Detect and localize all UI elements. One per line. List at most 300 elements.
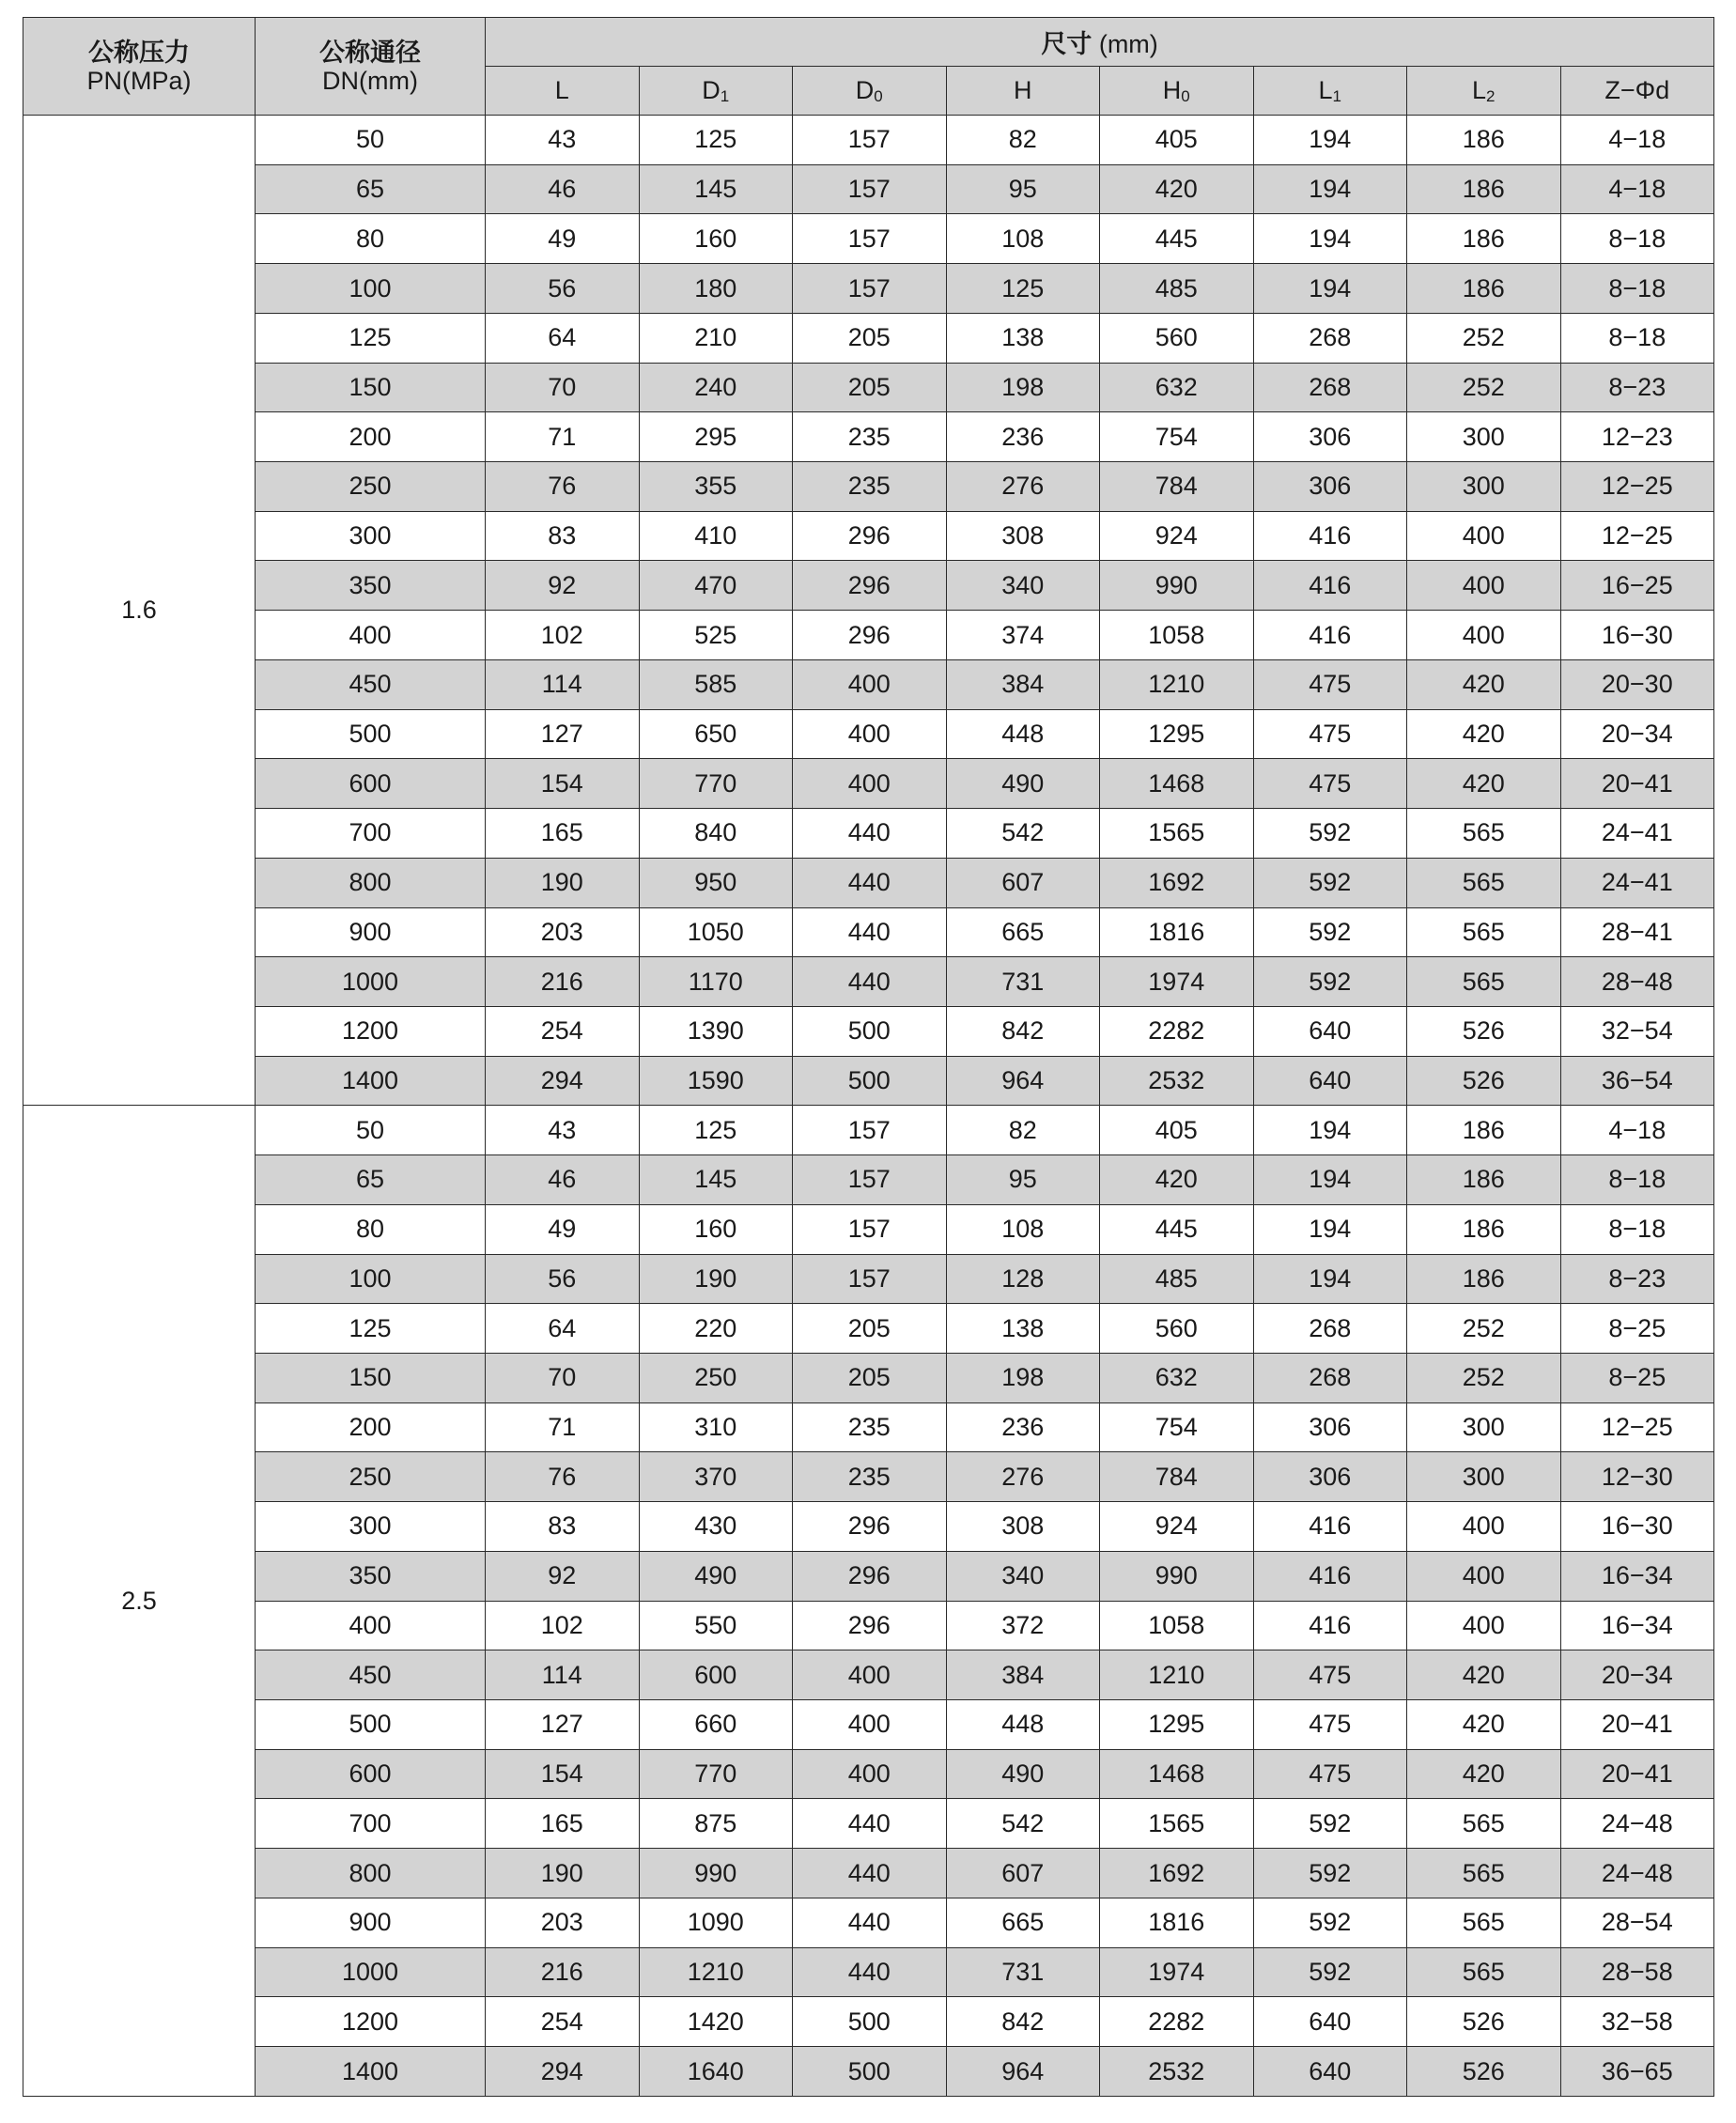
dim-label: 尺寸	[1041, 30, 1093, 58]
column-header	[1407, 67, 1561, 116]
dim-unit: (mm)	[1098, 30, 1158, 58]
table-row	[23, 1204, 1714, 1254]
dimension-cell: 186	[1407, 1106, 1561, 1155]
column-header	[486, 67, 640, 116]
diameter-cell: 1400	[256, 2047, 486, 2097]
diameter-cell: 100	[256, 1254, 486, 1304]
dimension-cell: 665	[946, 907, 1100, 957]
dimension-cell: 235	[793, 1402, 947, 1452]
dimension-cell: 20−41	[1560, 1700, 1714, 1750]
table-row	[23, 116, 1714, 165]
dimension-cell: 71	[486, 1402, 640, 1452]
dimension-cell: 1468	[1100, 759, 1254, 809]
dimension-cell: 203	[486, 1898, 640, 1947]
dimension-cell: 592	[1253, 1799, 1407, 1849]
dimension-cell: 276	[946, 462, 1100, 512]
dimension-cell: 194	[1253, 1155, 1407, 1205]
diameter-cell: 700	[256, 809, 486, 859]
table-row	[23, 164, 1714, 214]
dimension-cell: 138	[946, 1304, 1100, 1354]
diameter-cell: 400	[256, 611, 486, 660]
column-header	[1253, 67, 1407, 116]
dimension-cell: 20−30	[1560, 659, 1714, 709]
diameter-cell: 500	[256, 1700, 486, 1750]
dimension-cell: 308	[946, 511, 1100, 561]
dimension-cell: 154	[486, 1749, 640, 1799]
column-header	[1100, 67, 1254, 116]
dimension-cell: 16−34	[1560, 1551, 1714, 1601]
diameter-cell: 450	[256, 659, 486, 709]
table-row	[23, 412, 1714, 462]
dimension-cell: 1058	[1100, 611, 1254, 660]
dimension-cell: 485	[1100, 1254, 1254, 1304]
table-row	[23, 1006, 1714, 1056]
dimension-cell: 1090	[639, 1898, 793, 1947]
dimension-cell: 194	[1253, 1106, 1407, 1155]
dimension-cell: 470	[639, 561, 793, 611]
dimension-cell: 16−25	[1560, 561, 1714, 611]
dimension-cell: 754	[1100, 412, 1254, 462]
dimension-cell: 300	[1407, 462, 1561, 512]
dimension-cell: 410	[639, 511, 793, 561]
dimension-cell: 875	[639, 1799, 793, 1849]
diameter-cell: 65	[256, 164, 486, 214]
dimension-cell: 440	[793, 858, 947, 907]
dimension-cell: 296	[793, 1502, 947, 1552]
dimension-cell: 20−41	[1560, 1749, 1714, 1799]
dimension-cell: 186	[1407, 1254, 1561, 1304]
dimension-cell: 157	[793, 1106, 947, 1155]
table-row	[23, 1551, 1714, 1601]
dimension-cell: 405	[1100, 1106, 1254, 1155]
dimension-cell: 607	[946, 1849, 1100, 1898]
dimension-cell: 20−34	[1560, 1650, 1714, 1700]
dimension-cell: 8−25	[1560, 1304, 1714, 1354]
table-row	[23, 858, 1714, 907]
dimension-cell: 28−41	[1560, 907, 1714, 957]
dimension-cell: 475	[1253, 1650, 1407, 1700]
dimension-cell: 268	[1253, 1304, 1407, 1354]
dimension-cell: 1058	[1100, 1601, 1254, 1650]
dimension-cell: 186	[1407, 1204, 1561, 1254]
dimension-cell: 12−25	[1560, 462, 1714, 512]
column-header	[1560, 67, 1714, 116]
dimension-cell: 306	[1253, 462, 1407, 512]
dimension-cell: 400	[793, 1700, 947, 1750]
dimension-cell: 400	[1407, 561, 1561, 611]
table-body	[23, 116, 1714, 2097]
dimension-cell: 56	[486, 264, 640, 314]
dimension-cell: 138	[946, 313, 1100, 363]
dimension-cell: 32−58	[1560, 1997, 1714, 2047]
dimension-cell: 990	[1100, 561, 1254, 611]
dimension-cell: 500	[793, 1997, 947, 2047]
dimension-cell: 76	[486, 1452, 640, 1502]
dimension-cell: 8−18	[1560, 1155, 1714, 1205]
dimension-cell: 268	[1253, 363, 1407, 412]
dimension-cell: 440	[793, 1898, 947, 1947]
dimension-cell: 127	[486, 709, 640, 759]
dimension-cell: 372	[946, 1601, 1100, 1650]
table-row	[23, 759, 1714, 809]
dimension-cell: 1974	[1100, 957, 1254, 1007]
dimension-cell: 310	[639, 1402, 793, 1452]
dimension-cell: 420	[1407, 1749, 1561, 1799]
pn-label: 公称压力	[88, 38, 190, 67]
dimension-cell: 400	[793, 1650, 947, 1700]
column-header-base: L	[554, 76, 569, 104]
dimension-cell: 127	[486, 1700, 640, 1750]
table-row	[23, 659, 1714, 709]
dimension-cell: 924	[1100, 511, 1254, 561]
dimension-cell: 1590	[639, 1056, 793, 1106]
dimension-cell: 108	[946, 1204, 1100, 1254]
dimension-cell: 205	[793, 1353, 947, 1402]
dimension-cell: 950	[639, 858, 793, 907]
diameter-cell: 1200	[256, 1997, 486, 2047]
table-row	[23, 1947, 1714, 1997]
diameter-cell: 900	[256, 907, 486, 957]
dimension-cell: 542	[946, 809, 1100, 859]
table-row	[23, 1601, 1714, 1650]
dimension-cell: 64	[486, 313, 640, 363]
dimension-cell: 990	[1100, 1551, 1254, 1601]
diameter-cell: 400	[256, 1601, 486, 1650]
dimension-cell: 632	[1100, 1353, 1254, 1402]
diameter-cell: 500	[256, 709, 486, 759]
dimension-cell: 83	[486, 1502, 640, 1552]
dimension-cell: 254	[486, 1997, 640, 2047]
dimension-cell: 95	[946, 164, 1100, 214]
diameter-cell: 200	[256, 412, 486, 462]
table-row	[23, 264, 1714, 314]
dimension-cell: 236	[946, 1402, 1100, 1452]
dimension-cell: 203	[486, 907, 640, 957]
dimension-cell: 8−18	[1560, 264, 1714, 314]
dimension-cell: 1692	[1100, 858, 1254, 907]
diameter-cell: 100	[256, 264, 486, 314]
dimension-cell: 475	[1253, 1749, 1407, 1799]
dimension-cell: 296	[793, 611, 947, 660]
dimension-cell: 400	[1407, 1551, 1561, 1601]
dimension-cell: 252	[1407, 1304, 1561, 1354]
dimension-cell: 28−58	[1560, 1947, 1714, 1997]
dimension-cell: 296	[793, 1601, 947, 1650]
dimension-cell: 592	[1253, 1947, 1407, 1997]
dimension-cell: 235	[793, 462, 947, 512]
dimension-cell: 842	[946, 1997, 1100, 2047]
table-row	[23, 313, 1714, 363]
dimension-cell: 440	[793, 1849, 947, 1898]
dimension-cell: 592	[1253, 809, 1407, 859]
dimension-cell: 306	[1253, 1402, 1407, 1452]
dimension-cell: 416	[1253, 511, 1407, 561]
dimension-cell: 308	[946, 1502, 1100, 1552]
diameter-cell: 50	[256, 1106, 486, 1155]
dimension-cell: 384	[946, 659, 1100, 709]
table-row	[23, 1452, 1714, 1502]
table-row	[23, 1254, 1714, 1304]
column-header-base: L	[1318, 75, 1333, 104]
diameter-cell: 900	[256, 1898, 486, 1947]
dimension-cell: 157	[793, 116, 947, 165]
dimension-cell: 194	[1253, 116, 1407, 165]
dimension-cell: 1295	[1100, 1700, 1254, 1750]
dimension-table	[23, 17, 1714, 2097]
dimension-cell: 12−23	[1560, 412, 1714, 462]
dimension-cell: 235	[793, 1452, 947, 1502]
dimension-cell: 294	[486, 2047, 640, 2097]
table-row	[23, 1898, 1714, 1947]
dimension-cell: 157	[793, 1254, 947, 1304]
column-header-base: H	[1162, 75, 1182, 104]
column-header-base: Z−Φd	[1604, 76, 1670, 104]
header-dimensions	[486, 18, 1714, 67]
dimension-cell: 1390	[639, 1006, 793, 1056]
dimension-cell: 125	[946, 264, 1100, 314]
dimension-cell: 1420	[639, 1997, 793, 2047]
dimension-cell: 190	[486, 1849, 640, 1898]
table-row	[23, 1353, 1714, 1402]
dimension-cell: 49	[486, 1204, 640, 1254]
dimension-cell: 157	[793, 214, 947, 264]
dimension-cell: 32−54	[1560, 1006, 1714, 1056]
table-row	[23, 1650, 1714, 1700]
dimension-cell: 76	[486, 462, 640, 512]
header-nominal-diameter	[256, 18, 486, 116]
dimension-cell: 82	[946, 1106, 1100, 1155]
dimension-cell: 300	[1407, 412, 1561, 462]
dimension-cell: 82	[946, 116, 1100, 165]
dimension-cell: 754	[1100, 1402, 1254, 1452]
dimension-cell: 665	[946, 1898, 1100, 1947]
table-row	[23, 214, 1714, 264]
column-header	[946, 67, 1100, 116]
dimension-cell: 964	[946, 1056, 1100, 1106]
dimension-cell: 24−48	[1560, 1849, 1714, 1898]
dimension-cell: 585	[639, 659, 793, 709]
dimension-cell: 440	[793, 1799, 947, 1849]
table-row	[23, 907, 1714, 957]
dimension-cell: 145	[639, 164, 793, 214]
dimension-cell: 475	[1253, 709, 1407, 759]
diameter-cell: 350	[256, 561, 486, 611]
dimension-cell: 565	[1407, 809, 1561, 859]
dimension-cell: 840	[639, 809, 793, 859]
dimension-cell: 49	[486, 214, 640, 264]
column-header-base: D	[855, 75, 875, 104]
dimension-cell: 565	[1407, 858, 1561, 907]
dimension-cell: 1210	[639, 1947, 793, 1997]
diameter-cell: 700	[256, 1799, 486, 1849]
dimension-cell: 490	[946, 759, 1100, 809]
dimension-cell: 28−54	[1560, 1898, 1714, 1947]
dimension-cell: 254	[486, 1006, 640, 1056]
dimension-cell: 125	[639, 116, 793, 165]
dimension-cell: 526	[1407, 1006, 1561, 1056]
column-header-base: L	[1472, 75, 1487, 104]
dimension-cell: 8−18	[1560, 214, 1714, 264]
dimension-cell: 12−30	[1560, 1452, 1714, 1502]
diameter-cell: 250	[256, 1452, 486, 1502]
dimension-cell: 416	[1253, 561, 1407, 611]
table-row	[23, 511, 1714, 561]
column-header-subscript: 0	[874, 86, 883, 105]
dimension-cell: 220	[639, 1304, 793, 1354]
dimension-cell: 235	[793, 412, 947, 462]
diameter-cell: 80	[256, 214, 486, 264]
dimension-cell: 194	[1253, 214, 1407, 264]
dimension-cell: 400	[793, 709, 947, 759]
dimension-cell: 64	[486, 1304, 640, 1354]
table-row	[23, 1056, 1714, 1106]
dimension-cell: 420	[1407, 1650, 1561, 1700]
diameter-cell: 600	[256, 1749, 486, 1799]
column-header-subscript: 0	[1181, 86, 1190, 105]
dimension-cell: 440	[793, 907, 947, 957]
table-row	[23, 1749, 1714, 1799]
dimension-cell: 157	[793, 264, 947, 314]
dimension-cell: 1565	[1100, 1799, 1254, 1849]
dimension-cell: 416	[1253, 1502, 1407, 1552]
dimension-cell: 210	[639, 313, 793, 363]
table-row	[23, 1997, 1714, 2047]
dimension-cell: 70	[486, 1353, 640, 1402]
dimension-cell: 526	[1407, 1997, 1561, 2047]
dimension-cell: 276	[946, 1452, 1100, 1502]
dimension-cell: 194	[1253, 164, 1407, 214]
dimension-cell: 190	[486, 858, 640, 907]
dimension-cell: 1468	[1100, 1749, 1254, 1799]
dimension-cell: 296	[793, 561, 947, 611]
dimension-cell: 114	[486, 1650, 640, 1700]
dimension-cell: 660	[639, 1700, 793, 1750]
diameter-cell: 350	[256, 1551, 486, 1601]
dimension-cell: 306	[1253, 412, 1407, 462]
diameter-cell: 200	[256, 1402, 486, 1452]
dimension-cell: 20−34	[1560, 709, 1714, 759]
dimension-cell: 216	[486, 957, 640, 1007]
diameter-cell: 1000	[256, 957, 486, 1007]
dimension-cell: 490	[639, 1551, 793, 1601]
dimension-cell: 374	[946, 611, 1100, 660]
dimension-cell: 295	[639, 412, 793, 462]
diameter-cell: 125	[256, 313, 486, 363]
dimension-cell: 400	[793, 1749, 947, 1799]
dimension-cell: 294	[486, 1056, 640, 1106]
dn-unit: DN(mm)	[322, 66, 418, 95]
dimension-cell: 186	[1407, 116, 1561, 165]
diameter-cell: 1000	[256, 1947, 486, 1997]
dimension-cell: 43	[486, 1106, 640, 1155]
dimension-cell: 340	[946, 561, 1100, 611]
dimension-cell: 16−34	[1560, 1601, 1714, 1650]
dimension-cell: 190	[639, 1254, 793, 1304]
dimension-cell: 306	[1253, 1452, 1407, 1502]
dimension-cell: 640	[1253, 1056, 1407, 1106]
dimension-cell: 1210	[1100, 659, 1254, 709]
dn-label: 公称通径	[319, 38, 421, 67]
dimension-cell: 770	[639, 1749, 793, 1799]
table-row	[23, 1849, 1714, 1898]
dimension-cell: 92	[486, 561, 640, 611]
dimension-cell: 607	[946, 858, 1100, 907]
dimension-cell: 400	[1407, 511, 1561, 561]
diameter-cell: 300	[256, 511, 486, 561]
column-header	[639, 67, 793, 116]
dimension-cell: 842	[946, 1006, 1100, 1056]
dimension-cell: 1295	[1100, 709, 1254, 759]
dimension-cell: 565	[1407, 1898, 1561, 1947]
dimension-cell: 157	[793, 1204, 947, 1254]
dimension-cell: 600	[639, 1650, 793, 1700]
table-header	[23, 18, 1714, 116]
diameter-cell: 600	[256, 759, 486, 809]
column-header-subscript: 2	[1486, 86, 1496, 105]
dimension-cell: 500	[793, 1056, 947, 1106]
dimension-cell: 8−25	[1560, 1353, 1714, 1402]
dimension-cell: 24−48	[1560, 1799, 1714, 1849]
column-header	[793, 67, 947, 116]
dimension-cell: 24−41	[1560, 809, 1714, 859]
dimension-cell: 46	[486, 164, 640, 214]
dimension-cell: 592	[1253, 1898, 1407, 1947]
table-row	[23, 1155, 1714, 1205]
dimension-cell: 154	[486, 759, 640, 809]
dimension-cell: 1050	[639, 907, 793, 957]
dimension-cell: 1170	[639, 957, 793, 1007]
dimension-cell: 526	[1407, 2047, 1561, 2097]
dimension-cell: 250	[639, 1353, 793, 1402]
table-row	[23, 957, 1714, 1007]
table-row	[23, 1304, 1714, 1354]
dimension-cell: 2282	[1100, 1997, 1254, 2047]
dimension-cell: 300	[1407, 1402, 1561, 1452]
dimension-cell: 198	[946, 363, 1100, 412]
table-row	[23, 561, 1714, 611]
dimension-cell: 4−18	[1560, 1106, 1714, 1155]
diameter-cell: 150	[256, 363, 486, 412]
dimension-cell: 592	[1253, 957, 1407, 1007]
dimension-cell: 1640	[639, 2047, 793, 2097]
dimension-cell: 416	[1253, 1601, 1407, 1650]
dimension-cell: 731	[946, 1947, 1100, 1997]
dimension-cell: 114	[486, 659, 640, 709]
dimension-cell: 355	[639, 462, 793, 512]
dimension-cell: 252	[1407, 1353, 1561, 1402]
dimension-cell: 384	[946, 1650, 1100, 1700]
dimension-cell: 8−23	[1560, 363, 1714, 412]
dimension-cell: 370	[639, 1452, 793, 1502]
dimension-cell: 2532	[1100, 1056, 1254, 1106]
dimension-cell: 24−41	[1560, 858, 1714, 907]
dimension-cell: 268	[1253, 313, 1407, 363]
dimension-cell: 650	[639, 709, 793, 759]
dimension-cell: 16−30	[1560, 611, 1714, 660]
dimension-cell: 56	[486, 1254, 640, 1304]
dimension-cell: 8−18	[1560, 1204, 1714, 1254]
dimension-cell: 28−48	[1560, 957, 1714, 1007]
dimension-cell: 296	[793, 1551, 947, 1601]
diameter-cell: 450	[256, 1650, 486, 1700]
dimension-cell: 565	[1407, 1947, 1561, 1997]
dimension-cell: 560	[1100, 313, 1254, 363]
dimension-cell: 475	[1253, 759, 1407, 809]
dimension-cell: 43	[486, 116, 640, 165]
dimension-cell: 4−18	[1560, 164, 1714, 214]
dimension-cell: 236	[946, 412, 1100, 462]
dimension-cell: 400	[793, 759, 947, 809]
